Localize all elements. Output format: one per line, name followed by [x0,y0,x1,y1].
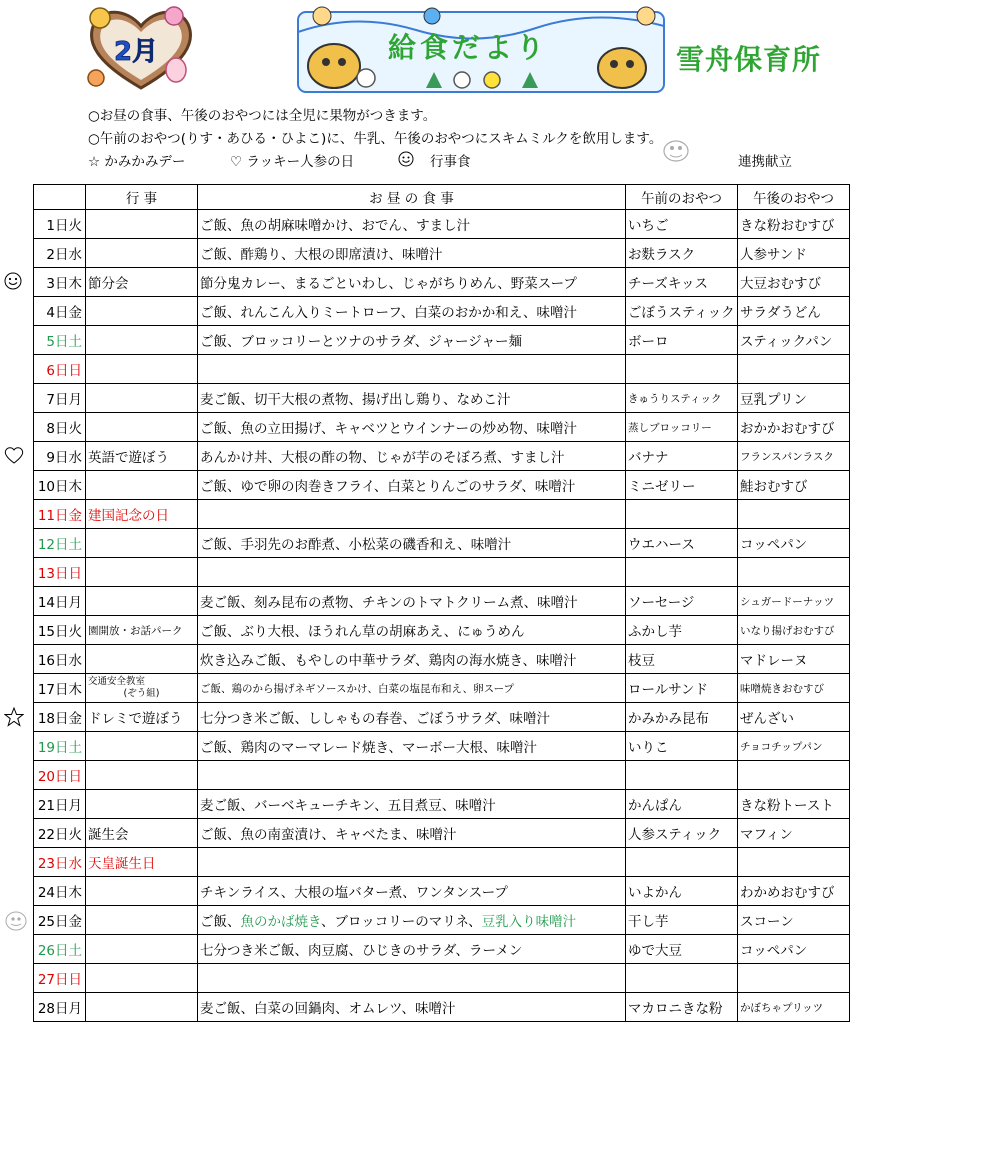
month-label: 2月 [114,37,159,67]
legend-renkei: 連携献立 [738,154,792,170]
row-event-text: 誕生会 [88,827,129,843]
table-row [34,732,850,761]
row-event [86,442,198,471]
row-date: 13日日 [34,558,86,587]
header-event: 行 事 [86,185,198,210]
banner-title: 給食だより [388,31,549,64]
row-lunch-part: 、ブロッコリーのマリネ、 [320,914,482,930]
row-lunch: 麦ご飯、刻み昆布の煮物、チキンのトマトクリーム煮、味噌汁 [198,587,626,616]
row-lunch [198,906,626,935]
row-pm-snack: 豆乳プリン [738,384,850,413]
header-lunch: お 昼 の 食 事 [198,185,626,210]
row-event [86,616,198,645]
header-am-snack: 午前のおやつ [626,185,738,210]
snowman-icon [357,69,375,87]
row-event [86,529,198,558]
row-date: 20日日 [34,761,86,790]
row-am-snack: ソーセージ [626,587,738,616]
row-date: 19日土 [34,732,86,761]
row-event [86,268,198,297]
row-date: 10日木 [34,471,86,500]
table-row [34,558,850,587]
row-lunch-part: 魚のかば焼き [240,914,321,930]
header-date [34,185,86,210]
table-row [34,384,850,413]
row-pm-snack: かぼちゃプリッツ [738,993,850,1022]
row-am-snack: ボーロ [626,326,738,355]
row-date: 2日水 [34,239,86,268]
child-icon [313,7,331,25]
row-am-snack: チーズキッス [626,268,738,297]
row-pm-snack: スコーン [738,906,850,935]
row-am-snack [626,848,738,877]
row-pm-snack [738,500,850,529]
row-lunch: ご飯、ぶり大根、ほうれん草の胡麻あえ、にゅうめん [198,616,626,645]
row-pm-snack: スティックパン [738,326,850,355]
table-row [34,906,850,935]
row-event [86,906,198,935]
row-am-snack [626,558,738,587]
row-lunch: ご飯、ゆで卵の肉巻きフライ、白菜とりんごのサラダ、味噌汁 [198,471,626,500]
row-date: 3日木 [34,268,86,297]
row-pm-snack: コッペパン [738,529,850,558]
row-lunch: ご飯、酢鶏り、大根の即席漬け、味噌汁 [198,239,626,268]
table-row [34,297,850,326]
row-date: 26日土 [34,935,86,964]
bow-icon [165,7,183,25]
row-event-subtext: (ぞう組) [123,688,160,699]
row-lunch: 七分つき米ご飯、肉豆腐、ひじきのサラダ、ラーメン [198,935,626,964]
row-event [86,877,198,906]
note-milk: ○午前のおやつ(りす・あひる・ひよこ)に、牛乳、午後のおやつにスキムミルクを飲用します。 [88,131,663,147]
row-event [86,558,198,587]
legend-event-food: 行事食 [430,154,471,170]
row-am-snack: 蒸しブロッコリー [626,413,738,442]
row-pm-snack: 鮭おむすび [738,471,850,500]
row-event [86,674,198,703]
school-name: 雪舟保育所 [676,43,822,76]
chick-icon [484,72,500,88]
note-fruit: ○お昼の食事、午後のおやつには全児に果物がつきます。 [88,108,437,124]
row-event [86,239,198,268]
row-lunch [198,848,626,877]
row-lunch: チキンライス、大根の塩バター煮、ワンタンスープ [198,877,626,906]
row-date: 23日水 [34,848,86,877]
row-pm-snack [738,964,850,993]
row-lunch: 炊き込みご飯、もやしの中華サラダ、鶏肉の海水焼き、味噌汁 [198,645,626,674]
skier-icon [424,8,440,24]
row-date: 22日火 [34,819,86,848]
row-pm-snack [738,761,850,790]
row-am-snack [626,964,738,993]
row-event [86,732,198,761]
row-event-text: 交通安全教室 [88,676,146,687]
row-pm-snack: 味噌焼きおむすび [738,674,850,703]
row-pm-snack: きな粉おむすび [738,210,850,239]
row-am-snack: ふかし芋 [626,616,738,645]
row-am-snack [626,500,738,529]
table-row [34,616,850,645]
snowman-small-icon [454,72,470,88]
row-date: 7日月 [34,384,86,413]
month-heart-badge [86,4,196,92]
row-lunch: 麦ご飯、切干大根の煮物、揚げ出し鶏り、なめこ汁 [198,384,626,413]
table-row [34,210,850,239]
row-pm-snack [738,848,850,877]
row-lunch: ご飯、れんこん入りミートローフ、白菜のおかか和え、味噌汁 [198,297,626,326]
row-event [86,819,198,848]
dog-mascot-right-icon [598,48,646,88]
row-event [86,761,198,790]
row-pm-snack: 人参サンド [738,239,850,268]
row-pm-snack: 大豆おむすび [738,268,850,297]
row-date: 4日金 [34,297,86,326]
row-date: 25日金 [34,906,86,935]
row-lunch-part: 豆乳入り味噌汁 [481,914,577,930]
row-date: 1日火 [34,210,86,239]
row-date: 24日木 [34,877,86,906]
row-pm-snack: コッペパン [738,935,850,964]
row-lunch-part: ご飯、 [200,914,241,930]
row-am-snack [626,761,738,790]
row-am-snack: いりこ [626,732,738,761]
row-am-snack: ごぼうスティック [626,297,738,326]
row-event [86,500,198,529]
table-row [34,819,850,848]
row-event [86,964,198,993]
row-event [86,993,198,1022]
row-pm-snack: チョコチップパン [738,732,850,761]
row-lunch: ご飯、手羽先のお酢煮、小松菜の磯香和え、味噌汁 [198,529,626,558]
row-am-snack: マカロニきな粉 [626,993,738,1022]
row-event-text: 節分会 [88,276,129,292]
table-row [34,326,850,355]
row-lunch: ご飯、魚の胡麻味噌かけ、おでん、すまし汁 [198,210,626,239]
row-event [86,210,198,239]
row-lunch: 麦ご飯、バーベキューチキン、五目煮豆、味噌汁 [198,790,626,819]
row-event-text: 建国記念の日 [88,508,169,524]
table-row [34,645,850,674]
row-am-snack: きゅうりスティック [626,384,738,413]
row-pm-snack: サラダうどん [738,297,850,326]
table-row [34,935,850,964]
row-date: 18日金 [34,703,86,732]
table-row [34,790,850,819]
row-event [86,326,198,355]
legend [88,150,808,170]
table-row [34,268,850,297]
row-lunch: あんかけ丼、大根の酢の物、じゃが芋のそぼろ煮、すまし汁 [198,442,626,471]
row-date: 9日水 [34,442,86,471]
row-event [86,384,198,413]
row-am-snack: かんぱん [626,790,738,819]
row-event [86,297,198,326]
row-lunch: ご飯、魚の立田揚げ、キャベツとウインナーの炒め物、味噌汁 [198,413,626,442]
row-pm-snack: マフィン [738,819,850,848]
row-lunch: 七分つき米ご飯、ししゃもの春巻、ごぼうサラダ、味噌汁 [198,703,626,732]
row-am-snack: ロールサンド [626,674,738,703]
row-date: 15日火 [34,616,86,645]
row-am-snack: 枝豆 [626,645,738,674]
smile-icon [4,272,24,292]
table-row [34,674,850,703]
row-event-text: 英語で遊ぼう [88,450,169,466]
renkei-stamp-icon [4,910,24,930]
row-am-snack: バナナ [626,442,738,471]
row-event [86,935,198,964]
row-pm-snack: シュガードーナッツ [738,587,850,616]
child-right-icon [637,7,655,25]
row-pm-snack: ぜんざい [738,703,850,732]
row-lunch: ご飯、魚の南蛮漬け、キャベたま、味噌汁 [198,819,626,848]
row-date: 21日月 [34,790,86,819]
table-row [34,848,850,877]
row-pm-snack: おかかおむすび [738,413,850,442]
row-lunch [198,558,626,587]
row-lunch: ご飯、鶏肉のマーマレード焼き、マーボー大根、味噌汁 [198,732,626,761]
row-event [86,848,198,877]
row-am-snack: いちご [626,210,738,239]
heart-icon [4,446,24,466]
row-lunch: ご飯、ブロッコリーとツナのサラダ、ジャージャー麺 [198,326,626,355]
row-date: 12日土 [34,529,86,558]
row-am-snack: かみかみ昆布 [626,703,738,732]
table-row [34,587,850,616]
row-lunch [198,500,626,529]
row-date: 28日月 [34,993,86,1022]
table-row [34,442,850,471]
table-row [34,877,850,906]
row-pm-snack [738,355,850,384]
table-row [34,239,850,268]
row-date: 5日土 [34,326,86,355]
row-date: 16日水 [34,645,86,674]
table-row [34,471,850,500]
menu-body [34,210,850,1022]
row-event [86,703,198,732]
row-lunch [198,355,626,384]
row-event [86,645,198,674]
row-date: 14日月 [34,587,86,616]
row-am-snack: 人参スティック [626,819,738,848]
dog-mascot-icon [308,44,360,88]
row-date: 6日日 [34,355,86,384]
row-event [86,355,198,384]
row-pm-snack: きな粉トースト [738,790,850,819]
legend-kamikami: ☆ かみかみデー [88,154,186,170]
rabbit-icon [166,58,186,82]
table-row [34,529,850,558]
row-date: 17日木 [34,674,86,703]
smile-icon [398,151,414,171]
row-event [86,413,198,442]
kitten-icon [88,70,104,86]
row-am-snack: ウエハース [626,529,738,558]
row-am-snack: ゆで大豆 [626,935,738,964]
row-date: 11日金 [34,500,86,529]
header-pm-snack: 午後のおやつ [738,185,850,210]
row-event-text: 天皇誕生日 [88,856,156,872]
row-pm-snack: いなり揚げおむすび [738,616,850,645]
menu-table [33,184,850,1022]
row-event-text: 園開放・お話パーク [88,624,183,637]
renkei-stamp-icon [662,138,690,164]
row-lunch: 節分鬼カレー、まるごといわし、じゃがちりめん、野菜スープ [198,268,626,297]
row-am-snack: 干し芋 [626,906,738,935]
table-row [34,964,850,993]
table-row [34,500,850,529]
legend-lucky-carrot: ♡ ラッキー人参の日 [230,154,355,170]
row-event-text: ドレミで遊ぼう [88,711,183,727]
table-row [34,413,850,442]
row-am-snack: いよかん [626,877,738,906]
row-pm-snack [738,558,850,587]
table-row [34,355,850,384]
table-row [34,761,850,790]
row-lunch [198,761,626,790]
row-date: 8日火 [34,413,86,442]
row-am-snack [626,355,738,384]
table-row [34,703,850,732]
row-am-snack: お麩ラスク [626,239,738,268]
table-header [34,185,850,210]
table-row [34,993,850,1022]
row-lunch: 麦ご飯、白菜の回鍋肉、オムレツ、味噌汁 [198,993,626,1022]
row-lunch [198,964,626,993]
star-icon [4,707,24,727]
row-pm-snack: フランスパンラスク [738,442,850,471]
row-date: 27日日 [34,964,86,993]
row-event [86,471,198,500]
row-pm-snack: マドレーヌ [738,645,850,674]
row-lunch: ご飯、鶏のから揚げネギソースかけ、白菜の塩昆布和え、卵スープ [198,674,626,703]
row-pm-snack: わかめおむすび [738,877,850,906]
row-event [86,790,198,819]
cat-icon [90,8,110,28]
row-event [86,587,198,616]
newsletter-banner [296,2,666,94]
row-am-snack: ミニゼリー [626,471,738,500]
